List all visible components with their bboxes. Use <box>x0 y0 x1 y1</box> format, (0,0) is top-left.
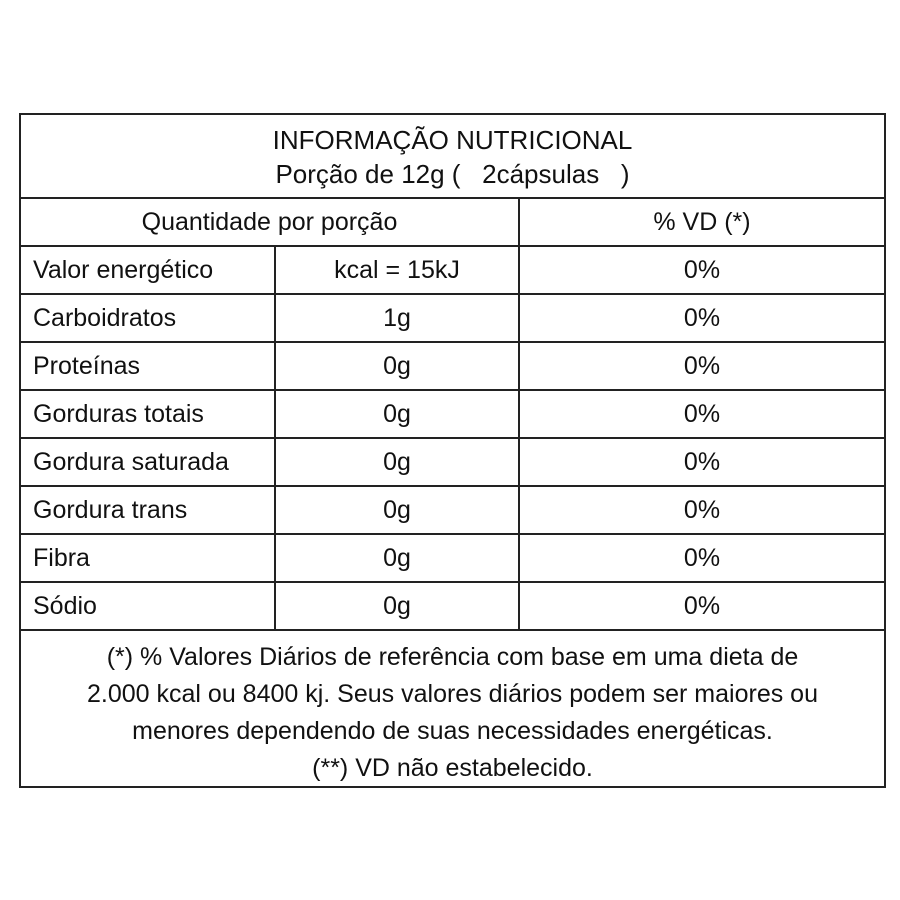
column-header-row <box>21 199 884 247</box>
nutrient-name: Gordura saturada <box>21 439 276 485</box>
nutrient-name: Valor energético <box>21 247 276 293</box>
nutrient-amount: 0g <box>276 487 520 533</box>
footnote-line: 2.000 kcal ou 8400 kj. Seus valores diários podem ser maiores ou <box>87 680 818 708</box>
table-row <box>21 487 884 535</box>
header-quantity: Quantidade por porção <box>21 199 520 245</box>
footnote-line: (**) VD não estabelecido. <box>312 754 593 782</box>
portion-size: Porção de 12g ( 2cápsulas ) <box>275 159 630 189</box>
table-row <box>21 583 884 631</box>
nutrient-name: Fibra <box>21 535 276 581</box>
table-title-block <box>21 115 884 199</box>
nutrient-amount: 0g <box>276 391 520 437</box>
table-row <box>21 391 884 439</box>
footnote <box>21 631 884 786</box>
nutrient-amount: 0g <box>276 535 520 581</box>
table-row <box>21 343 884 391</box>
nutrient-vd: 0% <box>683 351 721 380</box>
nutrient-name: Carboidratos <box>21 295 276 341</box>
nutrient-vd: 0% <box>683 591 721 620</box>
footnote-line: menores dependendo de suas necessidades energéticas. <box>132 717 773 745</box>
nutrient-name: Sódio <box>21 583 276 629</box>
footnote-line: (*) % Valores Diários de referência com base em uma dieta de <box>106 643 799 671</box>
nutrient-amount: 0g <box>276 439 520 485</box>
table-row <box>21 535 884 583</box>
nutrient-name: Gordura trans <box>21 487 276 533</box>
nutrient-vd: 0% <box>683 543 721 572</box>
header-vd: % VD (*) <box>653 207 751 236</box>
nutrient-vd: 0% <box>683 495 721 524</box>
nutrient-amount: 0g <box>276 343 520 389</box>
nutrition-facts-table <box>19 113 886 788</box>
nutrient-amount: 1g <box>276 295 520 341</box>
nutrient-amount: 0g <box>276 583 520 629</box>
table-title: INFORMAÇÃO NUTRICIONAL <box>272 125 633 155</box>
nutrient-name: Gorduras totais <box>21 391 276 437</box>
nutrient-vd: 0% <box>683 447 721 476</box>
table-row <box>21 295 884 343</box>
nutrient-name: Proteínas <box>21 343 276 389</box>
table-row <box>21 439 884 487</box>
table-row <box>21 247 884 295</box>
nutrient-vd: 0% <box>683 255 721 284</box>
nutrient-vd: 0% <box>683 399 721 428</box>
nutrient-amount: kcal = 15kJ <box>276 247 520 293</box>
nutrient-vd: 0% <box>683 303 721 332</box>
